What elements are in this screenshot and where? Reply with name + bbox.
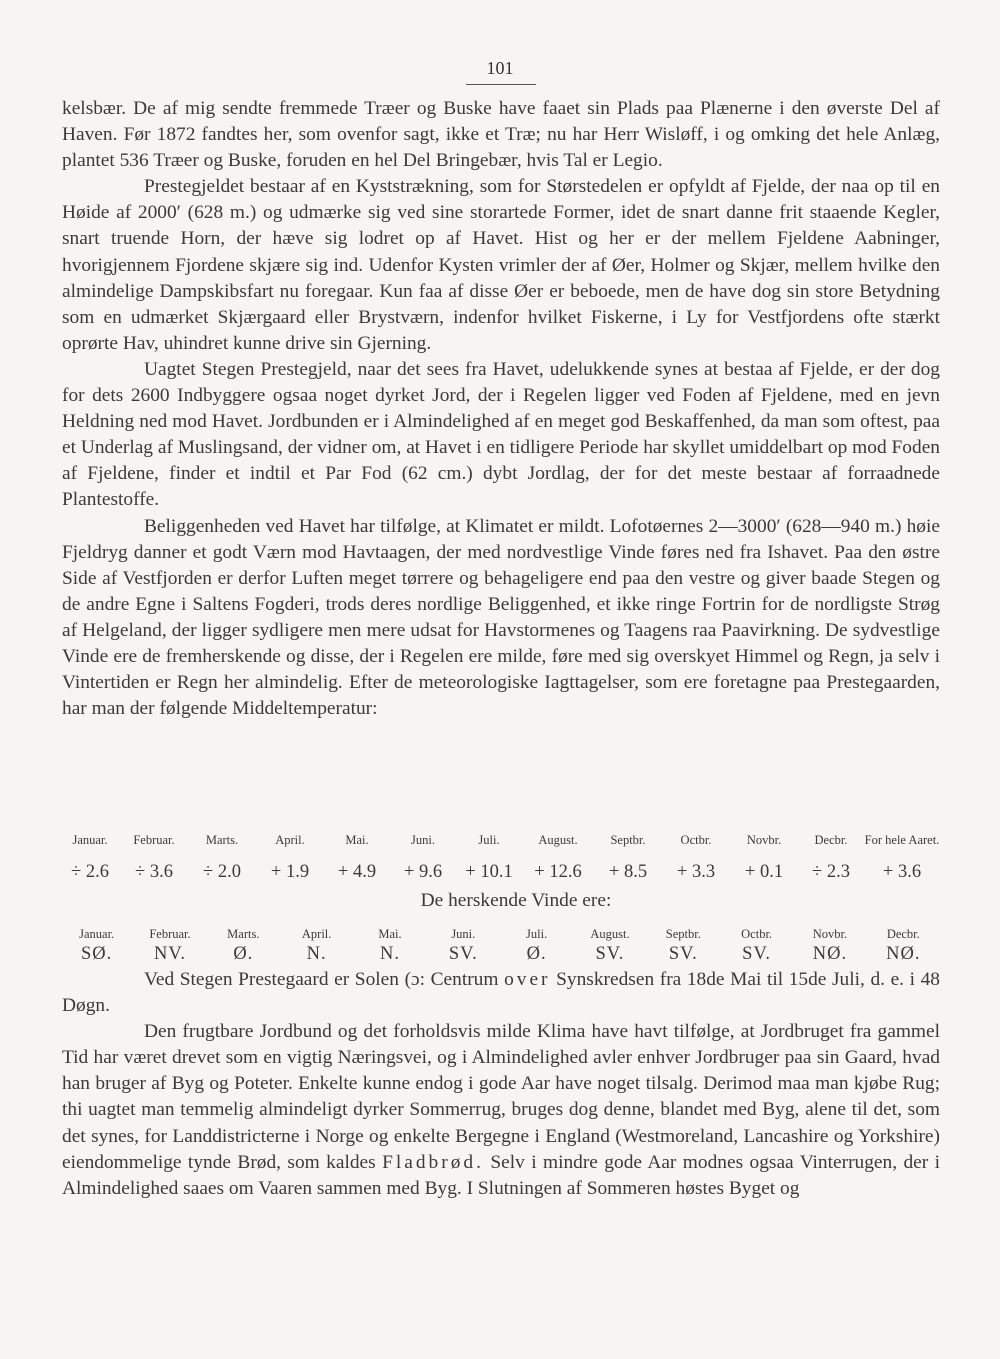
- wind-cell: NV.: [154, 944, 186, 964]
- wind-cell: NØ.: [812, 944, 848, 964]
- month-header: Novbr.: [812, 926, 848, 941]
- temperature-cell: + 3.3: [676, 861, 716, 882]
- body-text-bottom: [62, 967, 940, 1202]
- page-number-rule: [466, 84, 536, 85]
- month-header: Octbr.: [741, 926, 773, 941]
- year-header: For hele Aaret.: [864, 833, 940, 847]
- month-header: Marts.: [227, 926, 260, 941]
- temperature-cell: + 4.9: [337, 861, 377, 882]
- temperature-value-row: [60, 857, 940, 887]
- month-header: August.: [590, 926, 630, 941]
- paragraph: Beliggenheden ved Havet har tilfølge, at Klimatet er mildt. Lofotøernes 2—3000′ (628—940 m.) høie Fjeldryg danner et godt Værn mod Havtaagen, der med nordvestlige Vinde føres ned fra Ishavet. Paa den østre Side af Vestfjorden er derfor Luften meget tørrere og behageligere end paa den vestre og giver baade Stegen og de andre Egne i Saltens Fogderi, trods deres nordlige Beliggenhed, et ikke ringe Fortrin for de nordligste Strøg af Helgeland, der ligger sydligere men mere udsat for Havstormenes og Taagens raa Paavirkning. De sydvestlige Vinde ere de fremherskende og disse, der i Regelen ere milde, føre med sig overskyet Himmel og Regn, ja selv i Vintertiden er Regn her almindelig. Efter de meteorologiske Iagttagelser, som ere foretagne paa Prestegaarden, har man der følgende Middeltemperatur:: [62, 515, 940, 720]
- month-header: Februar.: [133, 833, 175, 847]
- page-number: 101: [486, 58, 514, 78]
- body-text-top: [62, 96, 940, 722]
- month-header: Septbr.: [665, 926, 701, 941]
- paragraph: Uagtet Stegen Prestegjeld, naar det sees fra Havet, udelukkende synes at bestaa af Fjelde, er der dog for dets 2600 Indbyggere ogsaa noget dyrket Jord, der i Regelen ligger ved Foden af Fjeldene, med en jevn Heldning ned mod Havet. Jordbunden er i Almindelighed af en meget god Beskaffenhed, da man som oftest, paa et Underlag af Muslingsand, der vidner om, at Havet i en tidligere Periode har skyllet umiddelbart op mod Foden af Fjeldene, finder et indtil et Par Fod (62 cm.) dybt Jordlag, der for det meste bestaar af forraadnede Plantestoffe.: [62, 358, 940, 511]
- spaced-word: over: [504, 969, 551, 990]
- month-header: Februar.: [149, 926, 191, 941]
- month-header: Juni.: [411, 833, 435, 847]
- wind-value-row: [60, 944, 940, 966]
- wind-cell: SV.: [448, 944, 478, 964]
- wind-cell: SV.: [742, 944, 772, 964]
- wind-cell: SV.: [595, 944, 625, 964]
- wind-cell: N.: [306, 944, 327, 964]
- temperature-header-row: [60, 823, 940, 857]
- month-header: Juli.: [526, 926, 548, 941]
- temperature-cell: + 9.6: [403, 861, 443, 882]
- month-header: Novbr.: [746, 833, 782, 847]
- wind-header-row: [60, 924, 940, 944]
- paragraph: [62, 967, 940, 1019]
- wind-cell: NØ.: [886, 944, 921, 964]
- temperature-cell: ÷ 2.3: [812, 861, 850, 882]
- month-header: Septbr.: [610, 833, 646, 847]
- temperature-cell: ÷ 3.6: [135, 861, 173, 882]
- temperature-cell: ÷ 2.0: [203, 861, 241, 882]
- month-header: Juni.: [451, 926, 476, 941]
- text-run: Den frugtbare Jordbund og det forholdsvis milde Klima have havt tilfølge, at Jordbruget fra gammel Tid har været drevet som en vigtig Næringsvei, og i Almindelighed avler enhver Jordbruger paa sin Gaard, hvad han bruger af Byg og Poteter. Enkelte kunne endog i gode Aar have noget tilsalg. Derimod maa man kjøbe Rug; thi uagtet man temmelig almindeligt dyrker Sommerrug, bruges dog denne, blandet med Byg, alene til det, som det synes, for Landdistricterne i Norge og enkelte Bergegne i England (Westmoreland, Lancashire og Yorkshire) eiendommelige tynde Brød, som kaldes: [62, 1021, 940, 1173]
- temperature-cell: + 12.6: [534, 861, 582, 882]
- wind-table: [60, 924, 940, 966]
- temperature-cell: + 8.5: [608, 861, 648, 882]
- temperature-cell: + 1.9: [270, 861, 310, 882]
- month-header: Juli.: [478, 833, 500, 847]
- temperature-cell: ÷ 2.6: [71, 861, 109, 882]
- temperature-cell: + 0.1: [744, 861, 784, 882]
- month-header: Mai.: [345, 833, 369, 847]
- month-header: Octbr.: [680, 833, 712, 847]
- paragraph: [62, 1019, 940, 1202]
- text-run: Selv i mindre gode Aar modnes ogsaa Vinterrugen, der i Almindelighed saaes om Vaaren sammen med Byg. I Slutningen af Sommeren høstes Byget og: [62, 1151, 940, 1199]
- month-header: April.: [275, 833, 305, 847]
- month-header: Marts.: [205, 833, 239, 847]
- wind-cell: Ø.: [233, 944, 254, 964]
- paragraph: kelsbær. De af mig sendte fremmede Træer og Buske have faaet sin Plads paa Plænerne i den øverste Del af Haven. Før 1872 fandtes her, som ovenfor sagt, ikke et Træ; nu har Herr Wisløff, i og omking det hele Anlæg, plantet 536 Træer og Buske, foruden en hel Del Bringebær, hvis Tal er Legio.: [62, 98, 940, 172]
- wind-cell: N.: [379, 944, 400, 964]
- text-run: Synskredsen fra 18de Mai til 15de Juli, d. e. i 48 Døgn.: [62, 969, 940, 1017]
- wind-cell: SØ.: [81, 944, 113, 964]
- temperature-table: [60, 823, 940, 887]
- wind-table-title: De herskende Vinde ere:: [420, 890, 612, 911]
- month-header: Mai.: [378, 926, 402, 941]
- temperature-cell: + 10.1: [465, 861, 513, 882]
- temperature-cell: + 3.6: [882, 861, 922, 882]
- text-run: Ved Stegen Prestegaard er Solen (ɔ: Centrum: [144, 969, 505, 990]
- month-header: April.: [301, 926, 332, 941]
- month-header: Januar.: [79, 926, 115, 941]
- paragraph: Prestegjeldet bestaar af en Kyststrækning, som for Størstedelen er opfyldt af Fjelde, der naa op til en Høide af 2000′ (628 m.) og udmærke sig ved sine storartede Former, idet de snart danne frit staaende Kegler, snart truende Horn, der hæve sig lodret op af Havet. Hist og her er der mellem Fjeldene Aabninger, hvorigjennem Fjordene skjære sig ind. Udenfor Kysten vrimler der af Øer, Holmer og Skjær, mellem hvilke den almindelige Dampskibsfart nu foregaar. Kun faa af disse Øer er beboede, men de have dog sin store Betydning som en udmærket Skjærgaard eller Brystværn, indenfor hvilket Fiskerne, i Ly for Vestfjordens ofte stærkt oprørte Hav, uhindret kunne drive sin Gjerning.: [62, 176, 940, 354]
- wind-cell: SV.: [668, 944, 698, 964]
- month-header: Januar.: [72, 833, 108, 847]
- wind-cell: Ø.: [526, 944, 547, 964]
- month-header: Decbr.: [814, 833, 848, 847]
- month-header: Decbr.: [886, 926, 920, 941]
- month-header: August.: [538, 833, 578, 847]
- spaced-word: Fladbrød.: [382, 1151, 484, 1173]
